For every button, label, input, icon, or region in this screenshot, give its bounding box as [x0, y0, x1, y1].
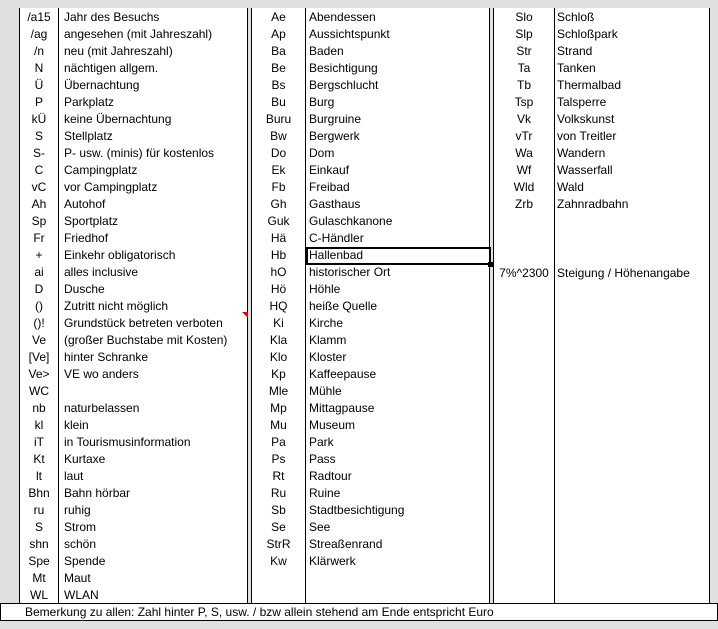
description-cell[interactable]: Jahr des Besuchs: [64, 10, 160, 24]
abbreviation-cell[interactable]: Ta: [517, 61, 531, 75]
abbreviation-cell[interactable]: Zrb: [515, 197, 533, 211]
abbreviation-cell[interactable]: Be: [271, 61, 286, 75]
description-cell[interactable]: Gasthaus: [309, 197, 361, 211]
legend-row[interactable]: [20, 77, 247, 94]
legend-row[interactable]: [494, 60, 709, 77]
description-cell[interactable]: Mittagpause: [309, 401, 375, 415]
legend-row[interactable]: [494, 162, 709, 179]
abbreviation-cell[interactable]: kÜ: [31, 112, 47, 126]
abbreviation-cell[interactable]: Slp: [515, 27, 533, 41]
description-cell[interactable]: nächtigen allgem.: [64, 61, 159, 75]
legend-row[interactable]: [20, 298, 247, 315]
abbreviation-cell[interactable]: Spe: [28, 554, 50, 568]
description-cell[interactable]: klein: [64, 418, 89, 432]
description-cell[interactable]: Radtour: [309, 469, 352, 483]
abbreviation-cell[interactable]: 7%^2300: [499, 266, 549, 280]
description-cell[interactable]: Thermalbad: [557, 78, 622, 92]
description-cell[interactable]: Schloßpark: [557, 27, 618, 41]
description-cell[interactable]: hinter Schranke: [64, 350, 149, 364]
sheet-gap-top: [0, 0, 718, 8]
legend-row[interactable]: [252, 162, 489, 179]
description-cell[interactable]: Schloß: [557, 10, 595, 24]
abbreviation-cell[interactable]: Guk: [267, 214, 290, 228]
abbreviation-cell[interactable]: Sp: [31, 214, 47, 228]
abbreviation-cell[interactable]: Str: [516, 44, 532, 58]
legend-row[interactable]: [252, 43, 489, 60]
description-cell[interactable]: Kaffeepause: [309, 367, 377, 381]
abbreviation-cell[interactable]: Ae: [271, 10, 286, 24]
abbreviation-cell[interactable]: Hä: [270, 231, 287, 245]
abbreviation-cell[interactable]: [Ve]: [28, 350, 50, 364]
description-cell[interactable]: Hallenbad: [309, 248, 364, 262]
description-cell[interactable]: Zutritt nicht möglich: [64, 299, 169, 313]
legend-row[interactable]: [252, 145, 489, 162]
description-cell[interactable]: heiße Quelle: [309, 299, 378, 313]
description-cell[interactable]: Stellplatz: [64, 129, 113, 143]
legend-row[interactable]: [252, 9, 489, 26]
legend-row[interactable]: [252, 213, 489, 230]
abbreviation-cell[interactable]: /ag: [30, 27, 48, 41]
description-cell[interactable]: Einkehr obligatorisch: [64, 248, 176, 262]
legend-row[interactable]: [252, 298, 489, 315]
abbreviation-cell[interactable]: Bw: [270, 129, 287, 143]
abbreviation-cell[interactable]: HQ: [269, 299, 288, 313]
description-cell[interactable]: angesehen (mit Jahreszahl): [64, 27, 213, 41]
legend-row-gradient[interactable]: [494, 265, 709, 282]
description-cell[interactable]: Friedhof: [64, 231, 109, 245]
legend-row[interactable]: [20, 162, 247, 179]
description-cell[interactable]: Gulaschkanone: [309, 214, 393, 228]
legend-row[interactable]: [20, 128, 247, 145]
abbreviation-cell[interactable]: Tb: [516, 78, 531, 92]
abbreviation-cell[interactable]: kl: [34, 418, 44, 432]
abbreviation-cell[interactable]: Bhn: [28, 486, 50, 500]
legend-row[interactable]: [20, 502, 247, 519]
abbreviation-cell[interactable]: Bu: [271, 95, 286, 109]
legend-row[interactable]: [20, 9, 247, 26]
legend-row[interactable]: [252, 553, 489, 570]
abbreviation-cell[interactable]: Rt: [272, 469, 285, 483]
description-cell[interactable]: Steigung / Höhenangabe: [557, 266, 690, 280]
abbreviation-cell[interactable]: (): [35, 299, 43, 313]
abbreviation-cell[interactable]: Pa: [271, 435, 286, 449]
abbreviation-cell[interactable]: Fb: [271, 180, 286, 194]
description-cell[interactable]: Burgruine: [309, 112, 362, 126]
legend-row[interactable]: [252, 128, 489, 145]
description-cell[interactable]: Talsperre: [557, 95, 607, 109]
abbreviation-cell[interactable]: Gh: [270, 197, 287, 211]
abbreviation-cell[interactable]: Mle: [268, 384, 289, 398]
legend-row[interactable]: [252, 485, 489, 502]
abbreviation-cell[interactable]: lt: [36, 469, 42, 483]
legend-row[interactable]: [252, 247, 489, 264]
description-cell[interactable]: Kurtaxe: [64, 452, 106, 466]
legend-row[interactable]: [252, 519, 489, 536]
abbreviation-cell[interactable]: Tsp: [514, 95, 534, 109]
abbreviation-cell[interactable]: Klo: [269, 350, 288, 364]
abbreviation-cell[interactable]: Ah: [31, 197, 47, 211]
description-cell[interactable]: Park: [309, 435, 334, 449]
abbreviation-cell[interactable]: Ki: [273, 316, 284, 330]
abbreviation-cell[interactable]: S: [34, 129, 43, 143]
abbreviation-cell[interactable]: WL: [30, 588, 48, 602]
abbreviation-cell[interactable]: Mu: [270, 418, 287, 432]
description-cell[interactable]: Klamm: [309, 333, 347, 347]
description-cell[interactable]: von Treitler: [557, 129, 617, 143]
description-cell[interactable]: Klärwerk: [309, 554, 356, 568]
legend-row[interactable]: [20, 434, 247, 451]
legend-row[interactable]: [494, 26, 709, 43]
abbreviation-cell[interactable]: Vk: [516, 112, 531, 126]
legend-row[interactable]: [252, 536, 489, 553]
legend-row[interactable]: [20, 145, 247, 162]
description-cell[interactable]: Kloster: [309, 350, 347, 364]
description-cell[interactable]: Museum: [309, 418, 356, 432]
legend-row[interactable]: [494, 145, 709, 162]
description-cell[interactable]: Ruine: [309, 486, 341, 500]
description-cell[interactable]: Autohof: [64, 197, 106, 211]
description-cell[interactable]: Bahn hörbar: [64, 486, 131, 500]
description-cell[interactable]: Strand: [557, 44, 593, 58]
description-cell[interactable]: Wald: [557, 180, 584, 194]
legend-row[interactable]: [252, 502, 489, 519]
legend-row[interactable]: [494, 128, 709, 145]
legend-row[interactable]: [20, 60, 247, 77]
abbreviation-cell[interactable]: Wa: [515, 146, 533, 160]
abbreviation-cell[interactable]: Sb: [271, 503, 286, 517]
abbreviation-cell[interactable]: Ü: [34, 78, 44, 92]
legend-row[interactable]: [252, 179, 489, 196]
legend-row[interactable]: [494, 179, 709, 196]
legend-row[interactable]: [252, 60, 489, 77]
description-cell[interactable]: Wandern: [557, 146, 606, 160]
abbreviation-cell[interactable]: C: [34, 163, 44, 177]
abbreviation-cell[interactable]: Ve>: [28, 367, 50, 381]
legend-column-3: [493, 8, 710, 603]
legend-row[interactable]: [20, 400, 247, 417]
legend-row[interactable]: [252, 196, 489, 213]
description-cell[interactable]: naturbelassen: [64, 401, 140, 415]
description-cell[interactable]: Aussichtspunkt: [309, 27, 390, 41]
legend-row[interactable]: [20, 111, 247, 128]
legend-row[interactable]: [252, 400, 489, 417]
abbreviation-cell[interactable]: P: [34, 95, 43, 109]
legend-row[interactable]: [20, 536, 247, 553]
description-cell[interactable]: Campingplatz: [64, 163, 138, 177]
abbreviation-cell[interactable]: Ps: [271, 452, 286, 466]
description-cell[interactable]: vor Campingplatz: [64, 180, 158, 194]
legend-row[interactable]: [494, 9, 709, 26]
description-cell[interactable]: laut: [64, 469, 84, 483]
abbreviation-cell[interactable]: Buru: [265, 112, 292, 126]
abbreviation-cell[interactable]: Wld: [513, 180, 535, 194]
legend-row[interactable]: [252, 281, 489, 298]
description-cell[interactable]: Dusche: [64, 282, 105, 296]
description-cell[interactable]: Besichtigung: [309, 61, 378, 75]
description-cell[interactable]: Grundstück betreten verboten: [64, 316, 223, 330]
legend-row[interactable]: [20, 553, 247, 570]
legend-row[interactable]: [20, 94, 247, 111]
description-cell[interactable]: Strom: [64, 520, 97, 534]
legend-row[interactable]: [252, 315, 489, 332]
description-cell[interactable]: Abendessen: [309, 10, 376, 24]
legend-row[interactable]: [252, 264, 489, 281]
footer-remark[interactable]: Bemerkung zu allen: Zahl hinter P, S, usw. / bzw allein stehend am Ende entspricht Euro: [0, 603, 718, 621]
legend-row[interactable]: [20, 468, 247, 485]
description-cell[interactable]: Mühle: [309, 384, 342, 398]
abbreviation-cell[interactable]: Kp: [271, 367, 286, 381]
description-cell[interactable]: Freibad: [309, 180, 350, 194]
abbreviation-cell[interactable]: ()!: [33, 316, 45, 330]
abbreviation-cell[interactable]: Fr: [33, 231, 45, 245]
abbreviation-cell[interactable]: iT: [34, 435, 44, 449]
description-cell[interactable]: historischer Ort: [309, 265, 391, 279]
description-cell[interactable]: alles inclusive: [64, 265, 139, 279]
legend-row[interactable]: [252, 332, 489, 349]
description-cell[interactable]: ruhig: [64, 503, 91, 517]
abbreviation-cell[interactable]: StrR: [266, 537, 291, 551]
description-cell[interactable]: Stadtbesichtigung: [309, 503, 405, 517]
description-cell[interactable]: neu (mit Jahreszahl): [64, 44, 173, 58]
legend-row[interactable]: [252, 417, 489, 434]
description-cell[interactable]: See: [309, 520, 331, 534]
description-cell[interactable]: Streaßenrand: [309, 537, 383, 551]
abbreviation-cell[interactable]: +: [35, 248, 43, 262]
legend-row[interactable]: [20, 264, 247, 281]
abbreviation-cell[interactable]: Slo: [515, 10, 533, 24]
abbreviation-cell[interactable]: /n: [33, 44, 44, 58]
description-cell[interactable]: Parkplatz: [64, 95, 115, 109]
description-cell[interactable]: keine Übernachtung: [64, 112, 172, 126]
abbreviation-cell[interactable]: nb: [32, 401, 46, 415]
comment-indicator-icon[interactable]: [242, 312, 248, 318]
legend-row[interactable]: [252, 26, 489, 43]
description-cell[interactable]: (großer Buchstabe mit Kosten): [64, 333, 228, 347]
description-cell[interactable]: Tanken: [557, 61, 596, 75]
legend-column-1: [19, 8, 248, 603]
legend-row[interactable]: [20, 179, 247, 196]
abbreviation-cell[interactable]: D: [34, 282, 44, 296]
description-cell[interactable]: VE wo anders: [64, 367, 139, 381]
legend-row[interactable]: [20, 196, 247, 213]
abbreviation-cell[interactable]: vC: [31, 180, 47, 194]
legend-row[interactable]: [494, 43, 709, 60]
description-cell[interactable]: Dom: [309, 146, 335, 160]
abbreviation-cell[interactable]: Se: [271, 520, 286, 534]
legend-row[interactable]: [252, 94, 489, 111]
abbreviation-cell[interactable]: /a15: [27, 10, 51, 24]
legend-row[interactable]: [20, 213, 247, 230]
description-cell[interactable]: Höhle: [309, 282, 341, 296]
abbreviation-cell[interactable]: Hö: [270, 282, 287, 296]
legend-row[interactable]: [20, 281, 247, 298]
abbreviation-cell[interactable]: ai: [34, 265, 44, 279]
legend-row[interactable]: [20, 247, 247, 264]
abbreviation-cell[interactable]: Ap: [271, 27, 286, 41]
legend-row[interactable]: [20, 43, 247, 60]
abbreviation-cell[interactable]: Ve: [31, 333, 46, 347]
description-cell[interactable]: Pass: [309, 452, 336, 466]
legend-row[interactable]: [252, 434, 489, 451]
legend-row[interactable]: [494, 111, 709, 128]
abbreviation-cell[interactable]: Mp: [270, 401, 287, 415]
legend-row[interactable]: [252, 230, 489, 247]
description-cell[interactable]: in Tourismusinformation: [64, 435, 191, 449]
abbreviation-cell[interactable]: Do: [270, 146, 287, 160]
legend-row[interactable]: [20, 485, 247, 502]
legend-row[interactable]: [20, 417, 247, 434]
description-cell[interactable]: Burg: [309, 95, 335, 109]
legend-row[interactable]: [494, 77, 709, 94]
legend-row[interactable]: [20, 230, 247, 247]
description-cell[interactable]: Maut: [64, 571, 91, 585]
abbreviation-cell[interactable]: Wf: [516, 163, 532, 177]
legend-row[interactable]: [20, 383, 247, 400]
sheet-gap-right: [709, 0, 718, 629]
abbreviation-cell[interactable]: N: [34, 61, 44, 75]
description-cell[interactable]: C-Händler: [309, 231, 364, 245]
abbreviation-cell[interactable]: vTr: [515, 129, 533, 143]
legend-row[interactable]: [20, 315, 247, 332]
abbreviation-cell[interactable]: Kla: [269, 333, 288, 347]
abbreviation-cell[interactable]: shn: [29, 537, 49, 551]
description-cell[interactable]: Baden: [309, 44, 344, 58]
abbreviation-cell[interactable]: Mt: [32, 571, 46, 585]
legend-row[interactable]: [20, 451, 247, 468]
legend-column-2: [251, 8, 490, 603]
abbreviation-cell[interactable]: Ru: [270, 486, 287, 500]
legend-row[interactable]: [20, 570, 247, 587]
legend-row[interactable]: [20, 349, 247, 366]
description-cell[interactable]: Spende: [64, 554, 106, 568]
legend-row[interactable]: [252, 349, 489, 366]
legend-row[interactable]: [252, 366, 489, 383]
abbreviation-cell[interactable]: Kw: [270, 554, 287, 568]
legend-row[interactable]: [20, 366, 247, 383]
description-cell[interactable]: Übernachtung: [64, 78, 140, 92]
legend-row[interactable]: [252, 383, 489, 400]
abbreviation-cell[interactable]: ru: [33, 503, 45, 517]
legend-row[interactable]: [494, 196, 709, 213]
legend-row[interactable]: [252, 77, 489, 94]
legend-row[interactable]: [494, 94, 709, 111]
description-cell[interactable]: Wasserfall: [557, 163, 613, 177]
description-cell[interactable]: Bergwerk: [309, 129, 360, 143]
description-cell[interactable]: Kirche: [309, 316, 344, 330]
legend-row[interactable]: [20, 587, 247, 604]
abbreviation-cell[interactable]: hO: [270, 265, 287, 279]
description-cell[interactable]: Einkauf: [309, 163, 350, 177]
legend-row[interactable]: [20, 26, 247, 43]
abbreviation-cell[interactable]: Kt: [33, 452, 45, 466]
abbreviation-cell[interactable]: Ek: [271, 163, 286, 177]
description-cell[interactable]: Bergschlucht: [309, 78, 379, 92]
description-cell[interactable]: WLAN: [64, 588, 99, 602]
legend-row[interactable]: [252, 468, 489, 485]
description-cell[interactable]: Volkskunst: [557, 112, 615, 126]
abbreviation-cell[interactable]: Ba: [271, 44, 286, 58]
description-cell[interactable]: schön: [64, 537, 97, 551]
legend-row[interactable]: [252, 111, 489, 128]
abbreviation-cell[interactable]: WC: [29, 384, 49, 398]
description-cell[interactable]: Sportplatz: [64, 214, 119, 228]
abbreviation-cell[interactable]: S: [34, 520, 43, 534]
abbreviation-cell[interactable]: Hb: [270, 248, 287, 262]
sheet-gap-left: [0, 0, 19, 629]
legend-row[interactable]: [252, 451, 489, 468]
sheet-gap-bottom: [0, 621, 718, 629]
description-cell[interactable]: Zahnradbahn: [557, 197, 629, 211]
abbreviation-cell[interactable]: Bs: [271, 78, 286, 92]
legend-row[interactable]: [20, 332, 247, 349]
abbreviation-cell[interactable]: S-: [33, 146, 45, 160]
description-cell[interactable]: P- usw. (minis) für kostenlos: [64, 146, 215, 160]
legend-row[interactable]: [20, 519, 247, 536]
